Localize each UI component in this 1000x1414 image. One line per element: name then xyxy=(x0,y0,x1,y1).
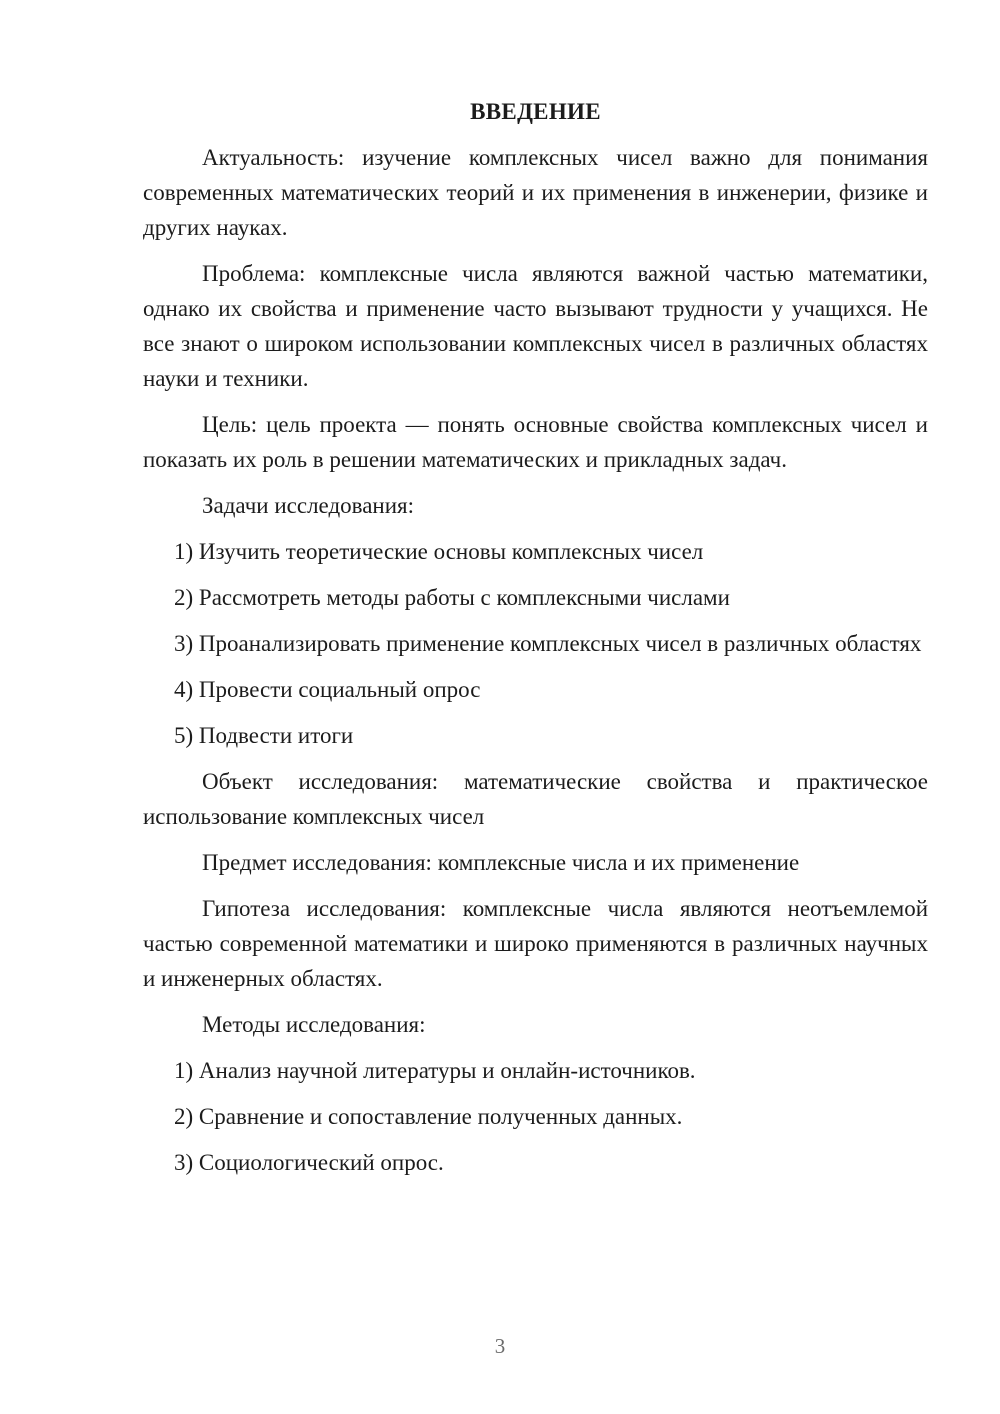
paragraph-problem: Проблема: комплексные числа являются важной частью математики, однако их свойства и применение часто вызывают трудности у учащихся. Не все знают о широком использовании комплексных чисел в различных областях науки и техники. xyxy=(143,261,928,391)
page-content xyxy=(143,94,928,1191)
task-item-3: 3) Проанализировать применение комплексных чисел в различных областях xyxy=(174,631,922,656)
task-item-1: 1) Изучить теоретические основы комплексных чисел xyxy=(174,539,704,564)
methods-heading: Методы исследования: xyxy=(202,1012,426,1037)
tasks-heading: Задачи исследования: xyxy=(202,493,415,518)
task-item-2: 2) Рассмотреть методы работы с комплексными числами xyxy=(174,585,730,610)
method-item-2: 2) Сравнение и сопоставление полученных данных. xyxy=(174,1104,683,1129)
page-number: 3 xyxy=(494,1334,506,1358)
task-item-4: 4) Провести социальный опрос xyxy=(174,677,481,702)
method-item-3: 3) Социологический опрос. xyxy=(174,1150,444,1175)
paragraph-goal: Цель: цель проекта — понять основные свойства комплексных чисел и показать их роль в решении математических и прикладных задач. xyxy=(143,412,928,472)
paragraph-object: Объект исследования: математические свойства и практическое использование комплексных чисел xyxy=(143,769,928,829)
paragraph-relevance: Актуальность: изучение комплексных чисел важно для понимания современных математических теорий и их применения в инженерии, физике и других науках. xyxy=(143,145,928,240)
task-item-5: 5) Подвести итоги xyxy=(174,723,354,748)
paragraph-hypothesis: Гипотеза исследования: комплексные числа являются неотъемлемой частью современной математики и широко применяются в различных научных и инженерных областях. xyxy=(143,896,928,991)
page-title: ВВЕДЕНИЕ xyxy=(470,99,601,124)
method-item-1: 1) Анализ научной литературы и онлайн-источников. xyxy=(174,1058,696,1083)
paragraph-subject: Предмет исследования: комплексные числа и их применение xyxy=(202,850,800,875)
